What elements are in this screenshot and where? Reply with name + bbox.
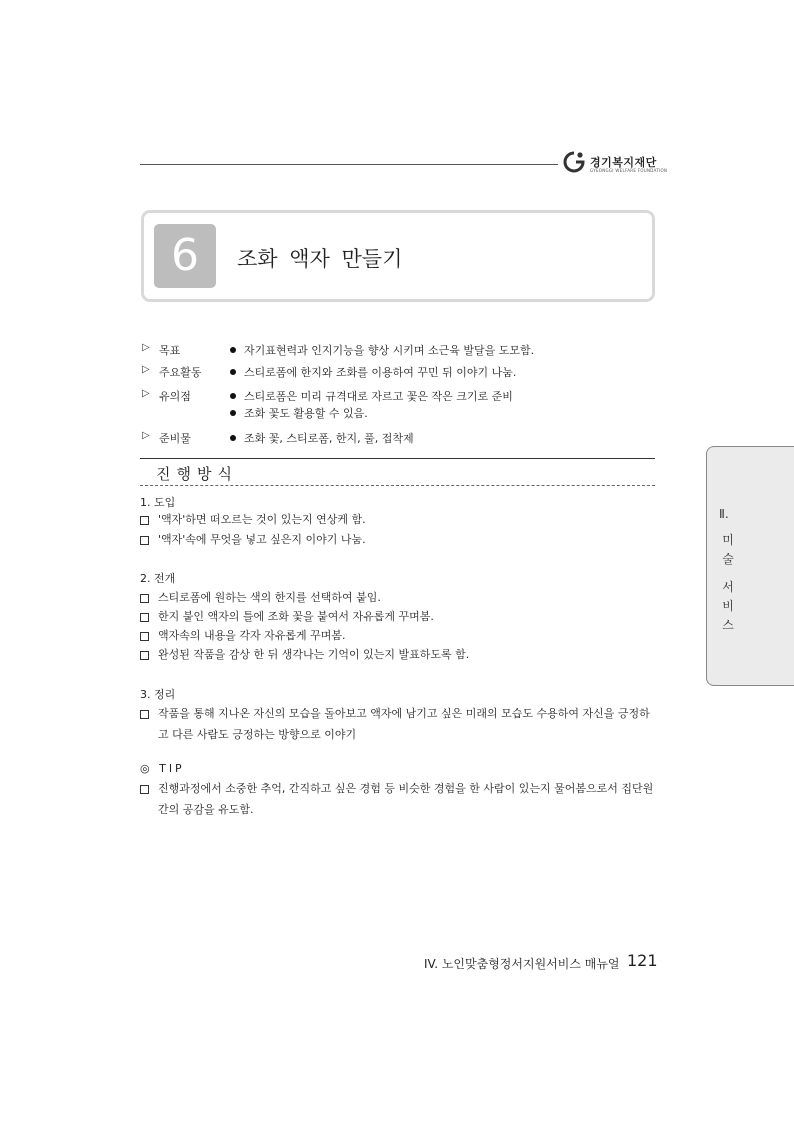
info-label: 준비물	[159, 432, 191, 445]
bullet-icon	[230, 435, 236, 441]
step-heading: 2. 전개	[140, 572, 176, 585]
footer-title: IV. 노인맞춤형정서지원서비스 매뉴얼	[424, 957, 620, 971]
triangle-right-icon: ▷	[142, 388, 150, 399]
bullet-icon	[230, 369, 236, 375]
checkbox-square-icon	[140, 594, 149, 603]
info-label: 주요활동	[159, 366, 202, 379]
bullet-icon	[230, 410, 236, 416]
bullet-icon	[230, 393, 236, 399]
step-heading: 1. 도입	[140, 496, 176, 509]
activity-title-box	[141, 210, 655, 302]
checkbox-square-icon	[140, 516, 149, 525]
activity-number: 6	[154, 224, 216, 288]
checkbox-square-icon	[140, 710, 149, 719]
org-name: 경기복지재단	[590, 156, 657, 169]
checkbox-square-icon	[140, 651, 149, 660]
chapter-char: 스	[722, 618, 734, 632]
triangle-right-icon: ▷	[142, 342, 150, 353]
triangle-right-icon: ▷	[142, 364, 150, 375]
foundation-logo-icon	[562, 150, 586, 174]
header-rule	[140, 164, 558, 165]
checkbox-square-icon	[140, 785, 149, 794]
activity-title: 조화 액자 만들기	[237, 247, 403, 271]
chapter-char: 비	[722, 599, 734, 613]
section-rule	[140, 458, 655, 459]
checkbox-square-icon	[140, 536, 149, 545]
chapter-char: 술	[722, 552, 734, 566]
triangle-right-icon: ▷	[142, 430, 150, 441]
chapter-side-tab	[706, 446, 794, 686]
checkbox-square-icon	[140, 613, 149, 622]
chapter-char: 서	[722, 580, 734, 594]
org-subtitle: GYEONGGI WELFARE FOUNDATION	[590, 168, 668, 173]
section-dashed-rule	[140, 485, 655, 486]
info-label: 유의점	[159, 390, 191, 403]
bullet-icon	[230, 347, 236, 353]
checkbox-square-icon	[140, 632, 149, 641]
info-label: 목표	[159, 344, 181, 357]
section-title: 진행방식	[156, 465, 238, 483]
page-number: 121	[627, 951, 658, 970]
org-logo	[562, 150, 668, 178]
step-heading: 3. 정리	[140, 688, 176, 701]
chapter-number: Ⅱ.	[719, 507, 729, 521]
chapter-char: 미	[722, 533, 734, 547]
tip-heading: ◎ TIP	[140, 762, 185, 775]
